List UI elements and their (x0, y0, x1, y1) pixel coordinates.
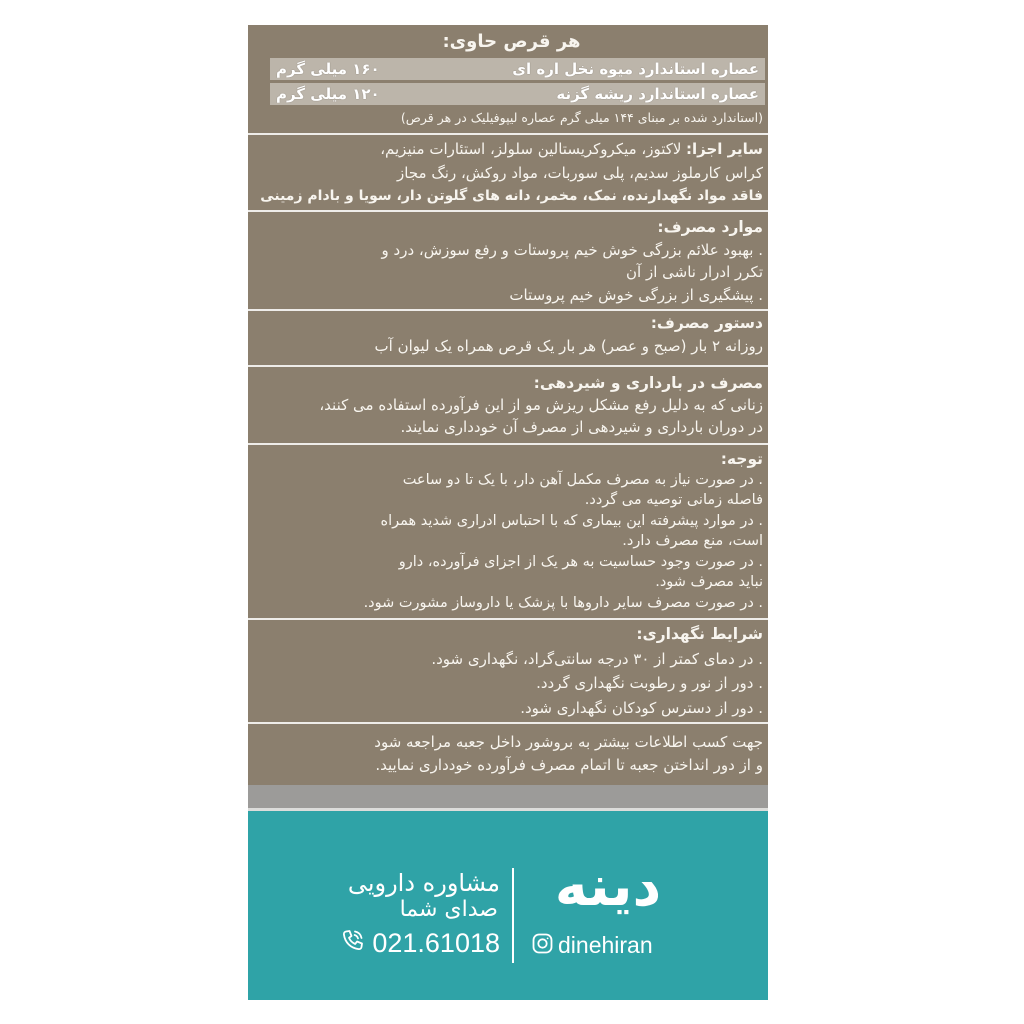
indications-line: . پیشگیری از بزرگی خوش خیم پروستات (509, 285, 763, 304)
storage-line: . دور از نور و رطوبت نگهداری گردد. (536, 674, 763, 692)
dosage-section (260, 312, 763, 358)
warnings-line: است، منع مصرف دارد. (622, 533, 763, 549)
composition-heading-text: هر قرص حاوی: (442, 31, 581, 52)
gray-band (248, 785, 768, 808)
pregnancy-heading: مصرف در بارداری و شیردهی: (533, 374, 763, 392)
storage-line: . دور از دسترس کودکان نگهداری شود. (520, 698, 763, 717)
composition-note-text: (استاندارد شده بر مبنای ۱۴۴ میلی گرم عصاره لیپوفیلیک در هر قرص) (400, 110, 763, 125)
warnings-line: . در صورت مصرف سایر داروها با پزشک یا داروساز مشورت شود. (363, 594, 763, 611)
leaflet-notice-line: و از دور انداختن جعبه تا اتمام مصرف فرآورده خودداری نمایید. (375, 756, 763, 774)
section-divider (248, 133, 768, 135)
composition-row (270, 58, 765, 80)
composition-row (270, 83, 765, 105)
other-ingredients-label: سایر اجزا: (686, 140, 763, 158)
warnings-line: . در صورت نیاز به مصرف مکمل آهن دار، با یک تا دو ساعت (402, 471, 763, 488)
instagram-icon (532, 933, 553, 958)
consultation-title: مشاوره دارویی (347, 869, 500, 897)
composition-note (266, 109, 763, 127)
leaflet-notice-section (260, 731, 763, 777)
section-divider (248, 618, 768, 620)
warnings-section (260, 449, 763, 613)
brand-logo: دینه (554, 855, 662, 919)
composition-table (270, 58, 765, 108)
brand-footer (248, 811, 768, 1000)
warnings-line: . در موارد پیشرفته این بیماری که با احتباس ادراری شدید همراه (380, 512, 763, 529)
pregnancy-line: زنانی که به دلیل رفع مشکل ریزش مو از این فرآورده استفاده می کنند، (319, 396, 763, 414)
indications-section (260, 216, 763, 306)
ingredient-name: عصاره استاندارد ریشه گزنه (556, 85, 759, 103)
section-divider (248, 722, 768, 724)
storage-section (260, 622, 763, 720)
other-ingredients-line: کراس کارملوز سدیم، پلی سوربات، مواد روکش، رنگ مجاز (397, 163, 763, 182)
phone-icon (340, 928, 366, 958)
section-divider (248, 443, 768, 445)
composition-heading (260, 31, 763, 53)
pregnancy-section (260, 372, 763, 438)
warnings-line: نباید مصرف شود. (655, 574, 763, 590)
free-from-line: فاقد مواد نگهدارنده، نمک، مخمر، دانه های گلوتن دار، سویا و بادام زمینی (260, 188, 763, 204)
storage-line: . در دمای کمتر از ۳۰ درجه سانتی‌گراد، نگهداری شود. (431, 649, 763, 668)
leaflet-notice-line: جهت کسب اطلاعات بیشتر به بروشور داخل جعبه مراجعه شود (374, 733, 763, 751)
dosage-line: روزانه ۲ بار (صبح و عصر) هر بار یک قرص همراه یک لیوان آب (374, 337, 763, 355)
storage-heading: شرایط نگهداری: (636, 625, 763, 643)
indications-line: تکرر ادرار ناشی از آن (626, 263, 763, 281)
warnings-heading: توجه: (720, 450, 763, 468)
ingredient-amount: ۱۶۰ میلی گرم (276, 60, 380, 78)
ingredient-amount: ۱۲۰ میلی گرم (276, 85, 380, 103)
warnings-line: . در صورت وجود حساسیت به هر یک از اجزای فرآورده، دارو (398, 553, 763, 570)
section-divider (248, 309, 768, 311)
phone-row (340, 927, 500, 959)
other-ingredients-text: لاکتوز، میکروکریستالین سلولز، استئارات منیزیم، (380, 140, 682, 158)
pregnancy-line: در دوران بارداری و شیردهی از مصرف آن خودداری نمایند. (400, 418, 763, 436)
other-ingredients-line (260, 138, 763, 162)
indications-heading: موارد مصرف: (657, 218, 763, 236)
section-divider (248, 365, 768, 367)
section-divider (248, 210, 768, 212)
social-row (532, 930, 653, 960)
consultation-subtitle: صدای شما (399, 897, 498, 922)
instagram-handle: dinehiran (558, 932, 653, 958)
warnings-line: فاصله زمانی توصیه می گردد. (584, 492, 763, 508)
dosage-heading: دستور مصرف: (650, 314, 763, 332)
ingredient-name: عصاره استاندارد میوه نخل اره ای (512, 60, 759, 78)
footer-divider (512, 868, 514, 963)
indications-line: . بهبود علائم بزرگی خوش خیم پروستات و رفع سوزش، درد و (381, 240, 763, 259)
phone-number: 021.61018 (372, 928, 500, 958)
other-ingredients-section (260, 138, 763, 209)
product-box-panel (248, 25, 768, 1000)
